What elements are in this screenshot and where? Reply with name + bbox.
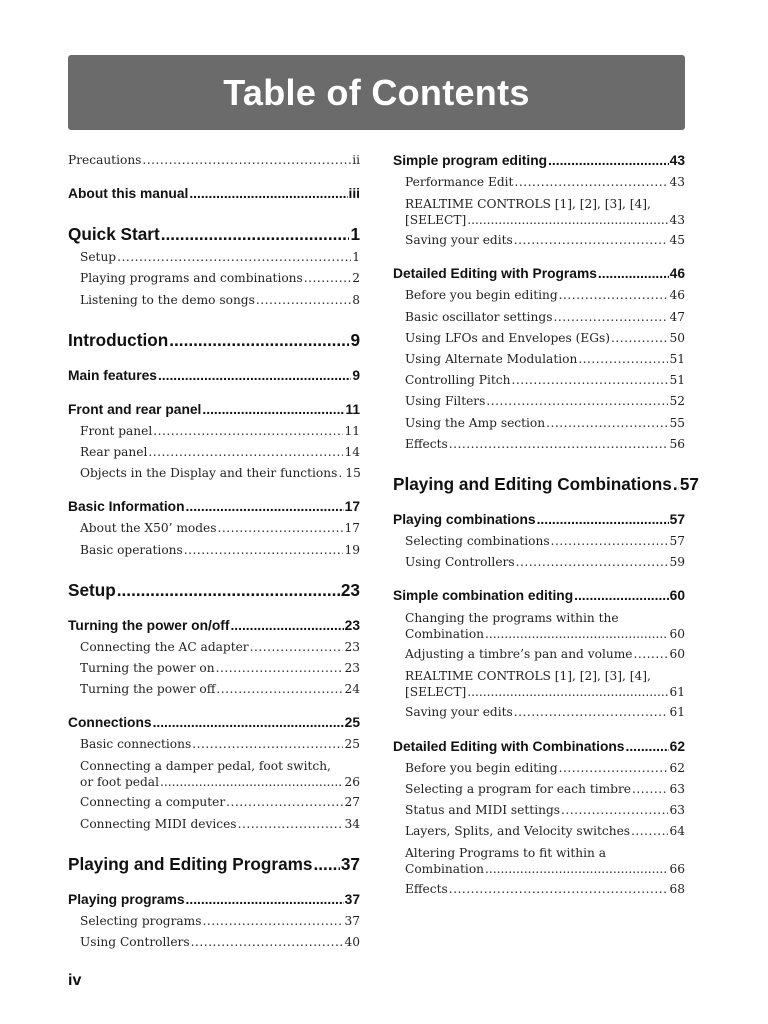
- entry-page: 51: [669, 351, 685, 366]
- toc-entry[interactable]: [393, 552, 685, 573]
- entry-title: Using Filters: [405, 394, 486, 409]
- dot-leader: [117, 577, 340, 603]
- dot-leader: [559, 285, 669, 306]
- dot-leader: [202, 399, 344, 421]
- entry-title: Using LFOs and Envelopes (EGs): [405, 330, 611, 345]
- dot-leader: [189, 183, 347, 205]
- dot-leader: [551, 531, 669, 552]
- entry-page: 14: [344, 444, 360, 459]
- toc-entry[interactable]: [68, 758, 360, 790]
- entry-title: [SELECT]: [405, 685, 467, 700]
- entry-title: Playing programs: [68, 891, 185, 907]
- entry-page: 60: [669, 588, 685, 604]
- entry-page: 23: [344, 639, 360, 654]
- entry-page: 64: [669, 824, 685, 839]
- dot-leader: [559, 758, 669, 779]
- dot-leader: [632, 779, 668, 800]
- dot-leader: [203, 911, 344, 932]
- entry-page: 27: [344, 795, 360, 810]
- dot-leader: [553, 307, 668, 328]
- entry-page: 26: [344, 775, 360, 790]
- entry-title: Setup: [80, 250, 117, 265]
- entry-page: 17: [344, 499, 360, 515]
- entry-page: 63: [669, 803, 685, 817]
- dot-leader: [673, 471, 679, 497]
- entry-title: Front and rear panel: [68, 401, 202, 417]
- entry-page: 1: [352, 250, 360, 265]
- toc-entry[interactable]: [68, 518, 360, 539]
- page-title: Table of Contents: [223, 71, 530, 113]
- dot-leader: [561, 800, 668, 821]
- entry-page: 23: [344, 617, 360, 633]
- toc-section[interactable]: [68, 365, 360, 387]
- dot-leader: [511, 370, 668, 391]
- dot-leader: [148, 442, 343, 463]
- toc-entry[interactable]: [68, 932, 360, 953]
- entry-title: About the X50’ modes: [80, 521, 217, 536]
- dot-leader: [611, 328, 668, 349]
- entry-page: 51: [669, 373, 685, 388]
- entry-page: 17: [344, 521, 360, 536]
- entry-page: 11: [344, 423, 360, 438]
- toc-entry[interactable]: [393, 879, 685, 900]
- dot-leader: [191, 932, 344, 953]
- entry-page: 63: [669, 781, 685, 796]
- entry-page: 2: [352, 271, 360, 286]
- entry-title: Using the Amp section: [405, 415, 546, 430]
- entry-page: 23: [344, 660, 360, 675]
- toc-entry[interactable]: [393, 391, 685, 412]
- entry-title: Simple program editing: [393, 153, 548, 168]
- entry-title: Setup: [68, 579, 116, 600]
- entry-page: 9: [350, 329, 360, 350]
- entry-page: 11: [345, 401, 360, 417]
- toc-entry[interactable]: [393, 702, 685, 723]
- toc-entry[interactable]: [393, 668, 685, 700]
- entry-page: 40: [344, 935, 360, 949]
- dot-leader: [238, 814, 344, 835]
- entry-title: Front panel: [80, 423, 153, 438]
- entry-page: 37: [344, 891, 360, 907]
- entry-title: Quick Start: [68, 224, 160, 245]
- toc-section[interactable]: [393, 150, 685, 172]
- dot-leader: [467, 212, 668, 228]
- entry-page: 50: [669, 330, 685, 345]
- entry-title: or foot pedal: [80, 775, 159, 790]
- toc-entry[interactable]: [393, 285, 685, 306]
- toc-entry[interactable]: [68, 679, 360, 700]
- entry-page: 8: [352, 292, 360, 307]
- entry-title-line: REALTIME CONTROLS [1], [2], [3], [4],: [405, 197, 651, 212]
- entry-title: Listening to the demo songs: [80, 292, 255, 307]
- toc-entry[interactable]: [68, 290, 360, 311]
- toc-entry[interactable]: [68, 540, 360, 561]
- toc-chapter[interactable]: [393, 471, 699, 497]
- entry-page: 57: [679, 473, 699, 494]
- entry-title: Connections: [68, 715, 152, 731]
- toc-section[interactable]: [393, 585, 685, 607]
- entry-title: Basic oscillator settings: [405, 309, 553, 324]
- entry-title: Simple combination editing: [393, 588, 574, 604]
- entry-title: Connecting the AC adapter: [80, 639, 249, 654]
- entry-title: Basic Information: [68, 499, 185, 515]
- dot-leader: [186, 889, 344, 911]
- entry-title: Layers, Splits, and Velocity switches: [405, 824, 631, 839]
- dot-leader: [117, 247, 351, 268]
- entry-title: Objects in the Display and their functions: [80, 466, 338, 481]
- dot-leader: [142, 150, 351, 171]
- dot-leader: [625, 736, 668, 758]
- toc-entry[interactable]: [68, 421, 360, 442]
- dot-leader: [314, 851, 340, 877]
- entry-page: 60: [669, 627, 685, 642]
- toc-left-column: [68, 146, 360, 953]
- toc-entry[interactable]: [68, 442, 360, 463]
- entry-page: 25: [344, 737, 360, 752]
- dot-leader: [633, 644, 668, 665]
- dot-leader: [514, 702, 669, 723]
- toc-chapter[interactable]: [68, 327, 360, 353]
- entry-page: 56: [669, 436, 685, 451]
- entry-title: Turning the power off: [80, 682, 216, 697]
- toc-entry[interactable]: [393, 531, 685, 552]
- dot-leader: [485, 861, 668, 877]
- entry-page: 45: [669, 233, 685, 248]
- entry-page: 37: [340, 853, 360, 874]
- entry-title-line: Connecting a damper pedal, foot switch,: [80, 759, 331, 774]
- entry-title: Combination: [405, 627, 485, 642]
- entry-title: Detailed Editing with Combinations: [393, 738, 625, 754]
- entry-title-line: Changing the programs within the: [405, 611, 619, 626]
- toc-entry[interactable]: [393, 230, 685, 251]
- entry-page: 37: [344, 913, 360, 928]
- entry-title: Combination: [405, 862, 485, 877]
- entry-page: 46: [669, 288, 685, 303]
- entry-page: 60: [669, 647, 685, 662]
- entry-title: Main features: [68, 367, 157, 383]
- entry-title: Turning the power on: [80, 660, 215, 675]
- toc-entry[interactable]: [68, 814, 360, 835]
- entry-page: 61: [669, 705, 685, 720]
- entry-title: Playing combinations: [393, 511, 536, 527]
- entry-page: 43: [669, 213, 685, 228]
- dot-leader: [338, 463, 344, 484]
- entry-title: Saving your edits: [405, 705, 513, 720]
- toc-entry[interactable]: [68, 150, 360, 171]
- toc-entry[interactable]: [68, 637, 360, 658]
- entry-title: Playing and Editing Programs: [68, 853, 313, 874]
- dot-leader: [574, 585, 669, 607]
- toc-section[interactable]: [68, 889, 360, 911]
- dot-leader: [578, 349, 668, 370]
- dot-leader: [169, 327, 349, 353]
- toc-entry[interactable]: [68, 734, 360, 755]
- entry-title: Rear panel: [80, 444, 148, 459]
- dot-leader: [467, 684, 668, 700]
- entry-title: Controlling Pitch: [405, 373, 511, 388]
- entry-page: 57: [669, 511, 685, 527]
- entry-title: Performance Edit: [405, 175, 514, 189]
- entry-page: 19: [344, 542, 360, 557]
- entry-title: Introduction: [68, 329, 169, 350]
- dot-leader: [548, 150, 669, 172]
- dot-leader: [161, 221, 350, 247]
- toc-entry[interactable]: [68, 792, 360, 813]
- title-banner: [68, 55, 685, 130]
- entry-page: 47: [669, 309, 685, 324]
- entry-title: Saving your edits: [405, 233, 513, 248]
- dot-leader: [153, 421, 343, 442]
- entry-page: 25: [344, 715, 360, 731]
- toc-entry[interactable]: [393, 434, 685, 455]
- entry-title-line: REALTIME CONTROLS [1], [2], [3], [4],: [405, 669, 651, 684]
- toc-entry[interactable]: [393, 644, 685, 665]
- entry-page: 52: [669, 394, 685, 409]
- toc-section[interactable]: [68, 183, 360, 205]
- dot-leader: [304, 268, 351, 289]
- entry-title: Using Alternate Modulation: [405, 351, 578, 366]
- dot-leader: [537, 509, 669, 531]
- entry-title: Selecting programs: [80, 913, 202, 928]
- entry-page: 43: [669, 153, 685, 168]
- entry-title: Turning the power on/off: [68, 617, 230, 633]
- entry-page: 23: [340, 579, 360, 600]
- entry-page: iii: [348, 186, 360, 202]
- toc-entry[interactable]: [393, 779, 685, 800]
- dot-leader: [226, 792, 343, 813]
- dot-leader: [631, 821, 668, 842]
- dot-leader: [449, 434, 669, 455]
- entry-title: Selecting combinations: [405, 533, 550, 548]
- dot-leader: [598, 263, 669, 285]
- toc-entry[interactable]: [393, 328, 685, 349]
- toc-entry[interactable]: [68, 247, 360, 268]
- dot-leader: [449, 879, 669, 900]
- toc-chapter[interactable]: [68, 221, 360, 247]
- entry-title: Connecting MIDI devices: [80, 816, 237, 831]
- entry-title: Playing and Editing Combinations: [393, 473, 672, 494]
- entry-page: 34: [344, 816, 360, 831]
- dot-leader: [158, 365, 351, 387]
- dot-leader: [514, 172, 668, 193]
- entry-page: 46: [669, 266, 685, 282]
- dot-leader: [486, 391, 668, 412]
- entry-page: 62: [669, 760, 685, 775]
- toc-entry[interactable]: [393, 800, 685, 821]
- entry-title: Before you begin editing: [405, 288, 558, 303]
- dot-leader: [184, 540, 344, 561]
- entry-title: [SELECT]: [405, 213, 467, 228]
- toc-entry[interactable]: [393, 196, 685, 228]
- entry-title: Before you begin editing: [405, 760, 558, 775]
- entry-title-line: Altering Programs to fit within a: [405, 846, 606, 861]
- toc-entry[interactable]: [393, 610, 685, 642]
- toc-entry[interactable]: [393, 413, 685, 434]
- entry-page: 61: [669, 685, 685, 700]
- toc-section[interactable]: [68, 615, 360, 637]
- entry-title: Using Controllers: [80, 935, 190, 949]
- entry-title: Basic operations: [80, 542, 183, 557]
- toc-entry[interactable]: [68, 911, 360, 932]
- entry-page: 59: [669, 555, 685, 570]
- entry-page: 43: [669, 175, 685, 189]
- toc-chapter[interactable]: [68, 851, 360, 877]
- dot-leader: [516, 552, 669, 573]
- toc-entry[interactable]: [393, 349, 685, 370]
- toc-entry[interactable]: [68, 463, 360, 484]
- toc-entry[interactable]: [393, 758, 685, 779]
- entry-title: Effects: [405, 436, 448, 451]
- entry-title: Basic connections: [80, 737, 192, 752]
- entry-page: 68: [669, 882, 685, 897]
- dot-leader: [250, 637, 344, 658]
- toc-entry[interactable]: [393, 370, 685, 391]
- dot-leader: [256, 290, 351, 311]
- toc-section[interactable]: [68, 496, 360, 518]
- dot-leader: [218, 518, 344, 539]
- toc-right-column: [393, 146, 699, 901]
- dot-leader: [216, 658, 344, 679]
- entry-page: 1: [350, 224, 360, 245]
- entry-title: Status and MIDI settings: [405, 803, 560, 817]
- entry-title: About this manual: [68, 186, 189, 202]
- entry-page: 55: [669, 415, 685, 430]
- toc-entry[interactable]: [68, 268, 360, 289]
- dot-leader: [186, 496, 344, 518]
- entry-title: Selecting a program for each timbre: [405, 781, 632, 796]
- toc-section[interactable]: [393, 509, 685, 531]
- toc-entry[interactable]: [393, 307, 685, 328]
- dot-leader: [160, 774, 344, 790]
- toc-chapter[interactable]: [68, 577, 360, 603]
- entry-title: Playing programs and combinations: [80, 271, 303, 286]
- toc-section[interactable]: [393, 263, 685, 285]
- dot-leader: [514, 230, 669, 251]
- toc-entry[interactable]: [68, 658, 360, 679]
- toc-entry[interactable]: [393, 172, 685, 193]
- dot-leader: [230, 615, 343, 637]
- entry-page: ii: [352, 153, 360, 167]
- entry-title: Effects: [405, 882, 448, 897]
- entry-page: 15: [345, 466, 361, 481]
- entry-page: 9: [352, 367, 360, 383]
- entry-title: Connecting a computer: [80, 795, 226, 810]
- dot-leader: [192, 734, 343, 755]
- dot-leader: [216, 679, 343, 700]
- entry-page: 24: [344, 682, 360, 697]
- toc-section[interactable]: [68, 399, 360, 421]
- entry-title: Detailed Editing with Programs: [393, 266, 597, 282]
- entry-page: 57: [669, 533, 685, 548]
- entry-title: Adjusting a timbre’s pan and volume: [405, 647, 633, 662]
- entry-title: Using Controllers: [405, 555, 515, 570]
- toc-entry[interactable]: [393, 821, 685, 842]
- entry-page: 66: [669, 862, 685, 877]
- toc-section[interactable]: [393, 736, 685, 758]
- toc-entry[interactable]: [393, 845, 685, 877]
- entry-title: Precautions: [68, 153, 142, 167]
- toc-section[interactable]: [68, 712, 360, 734]
- page-number: iv: [68, 972, 82, 989]
- entry-page: 62: [669, 738, 685, 754]
- dot-leader: [546, 413, 668, 434]
- dot-leader: [153, 712, 344, 734]
- dot-leader: [485, 626, 668, 642]
